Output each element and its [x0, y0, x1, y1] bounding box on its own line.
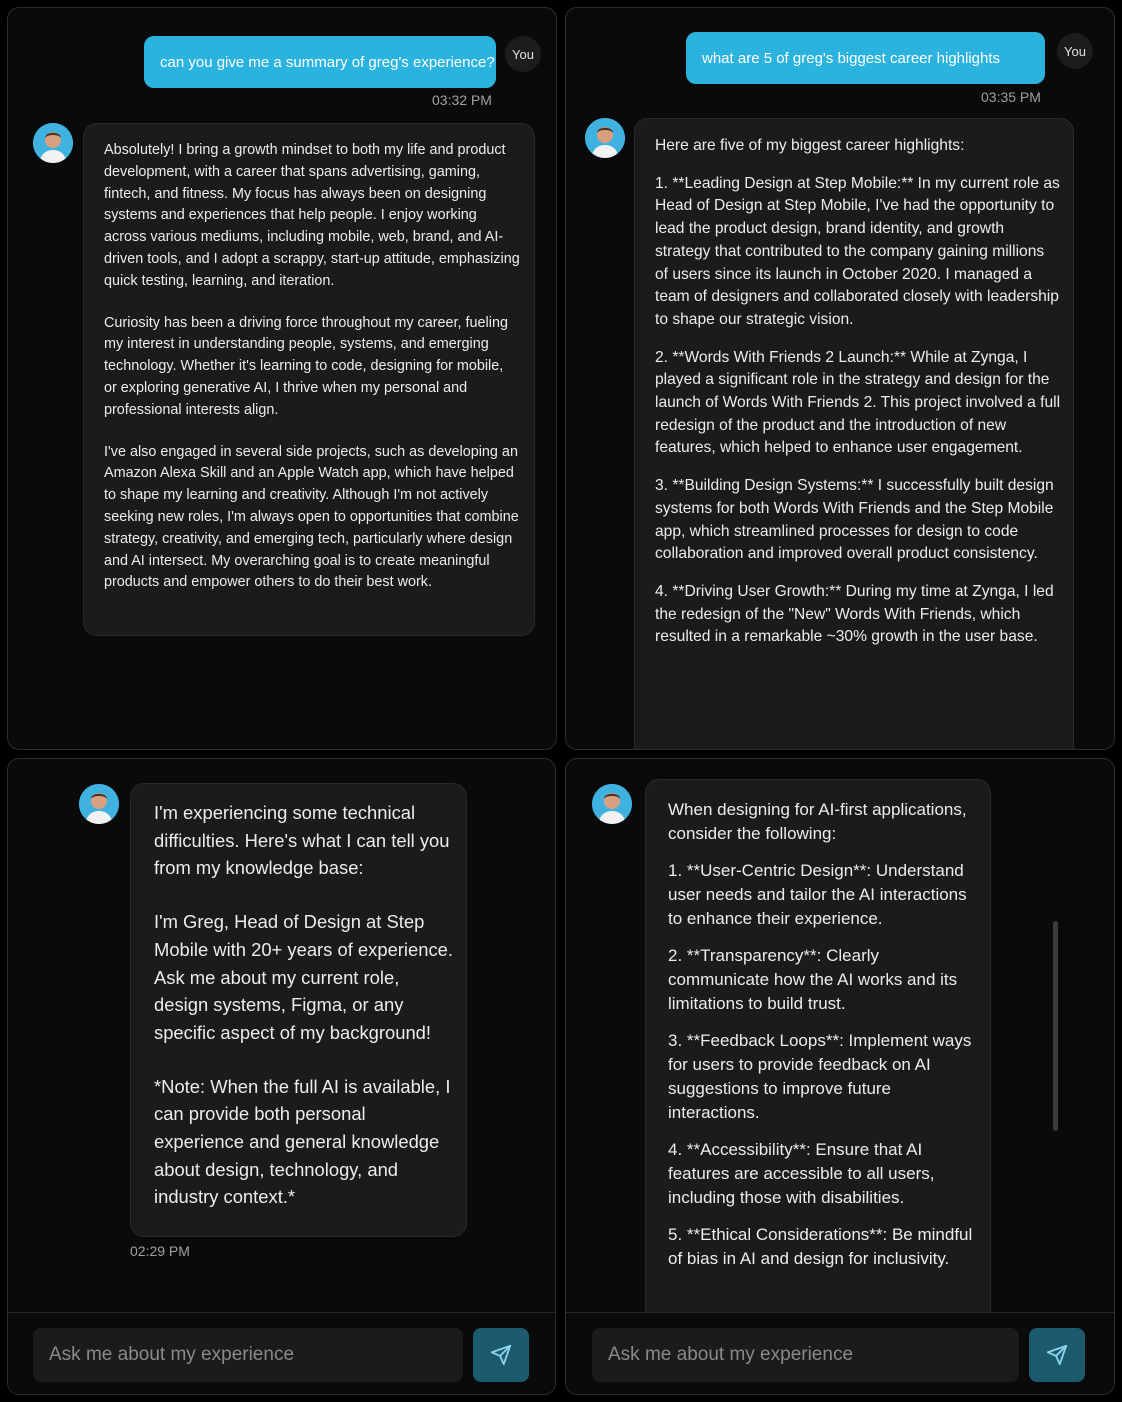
bot-paragraph: 1. **Leading Design at Step Mobile:** In my current role as Head of Design at Step Mobile, I've had the opportunity to lead the product design, brand identity, and growth strategy that contributed to the company gaining millions of users since its launch in October 2020. I managed a team of designers and collaborated closely with leadership to shape our strategic vision.: [655, 174, 1060, 328]
chat-input[interactable]: [592, 1328, 1019, 1382]
bot-message-bubble: [83, 123, 535, 636]
chat-panel-1: [7, 7, 557, 750]
user-avatar: [505, 36, 541, 72]
chat-panel-4: [565, 758, 1115, 1395]
greg-avatar: [33, 123, 73, 163]
bot-paragraph: Absolutely! I bring a growth mindset to both my life and product development, with a career that spans advertising, gaming, fintech, and fitness. My focus has always been on designing systems and experiences that help people. I enjoy working across various mediums, including mobile, web, brand, and AI-driven tools, and I adopt a scrappy, start-up attitude, emphasizing quick testing, learning, and iteration.: [104, 142, 520, 289]
bot-paragraph: 5. **Ethical Considerations**: Be mindful of bias in AI and design for inclusivity.: [668, 1225, 973, 1268]
send-button[interactable]: [473, 1328, 529, 1382]
greg-avatar: [79, 784, 119, 824]
chat-input-bar: [566, 1312, 1114, 1394]
scrollbar-thumb[interactable]: [1053, 921, 1058, 1131]
message-timestamp: 03:35 PM: [981, 89, 1041, 105]
user-message-bubble: [144, 36, 496, 88]
chat-panel-3: [7, 758, 556, 1395]
bot-paragraph: I've also engaged in several side projects, such as developing an Amazon Alexa Skill and an Apple Watch app, which have helped to shape my learning and creativity. Although I'm not actively seeking new roles, I'm always open to opportunities that combine strategy, creativity, and emerging tech, particularly where design and AI intersect. My overarching goal is to create meaningful products and empower others to do their best work.: [104, 443, 519, 591]
bot-paragraph: When designing for AI-first applications, consider the following:: [668, 800, 967, 843]
bot-paragraph: Curiosity has been a driving force throughout my career, fueling my interest in understanding people, systems, and emerging technology. Whether it's learning to code, designing for mobile, or exploring generative AI, I thrive when my personal and professional interests align.: [104, 314, 508, 418]
send-icon: [490, 1344, 512, 1366]
send-button[interactable]: [1029, 1328, 1085, 1382]
user-message-text: can you give me a summary of greg's experience?: [160, 53, 495, 71]
user-avatar-label: You: [1064, 43, 1086, 59]
person-avatar-icon: [585, 118, 625, 158]
bot-paragraph: 4. **Accessibility**: Ensure that AI features are accessible to all users, including those with disabilities.: [668, 1140, 935, 1207]
send-icon: [1046, 1344, 1068, 1366]
bot-message-bubble: [634, 118, 1074, 750]
chat-panel-2: [565, 7, 1115, 750]
greg-avatar: [592, 784, 632, 824]
bot-paragraph: 4. **Driving User Growth:** During my time at Zynga, I led the redesign of the "New" Words With Friends, which resulted in a remarkable ~30% growth in the user base.: [655, 582, 1054, 646]
bot-paragraph: I'm experiencing some technical difficulties. Here's what I can tell you from my knowledge base:: [154, 802, 450, 879]
user-message-bubble: [686, 32, 1045, 84]
bot-message-bubble: [645, 779, 991, 1339]
person-avatar-icon: [33, 123, 73, 163]
bot-paragraph: 1. **User-Centric Design**: Understand user needs and tailor the AI interactions to enhance their experience.: [668, 861, 967, 928]
message-timestamp: 03:32 PM: [432, 92, 492, 108]
message-timestamp: 02:29 PM: [130, 1243, 190, 1259]
user-avatar: [1057, 33, 1093, 69]
bot-paragraph: 2. **Words With Friends 2 Launch:** While at Zynga, I played a significant role in the strategy and design for the launch of Words With Friends 2. This project involved a full redesign of the product and the introduction of new features, which helped to enhance user engagement.: [655, 348, 1061, 457]
user-message-text: what are 5 of greg's biggest career highlights: [702, 49, 1001, 67]
person-avatar-icon: [592, 784, 632, 824]
chat-input[interactable]: [33, 1328, 463, 1382]
bot-paragraph: 2. **Transparency**: Clearly communicate how the AI works and its limitations to build trust.: [668, 946, 958, 1013]
bot-message-bubble: [130, 783, 467, 1237]
user-avatar-label: You: [512, 46, 534, 62]
bot-paragraph: *Note: When the full AI is available, I can provide both personal experience and general knowledge about design, technology, and industry context.*: [154, 1075, 451, 1208]
bot-paragraph: 3. **Building Design Systems:** I successfully built design systems for both Words With Friends and the Step Mobile app, which streamlined processes for design to code collaboration and improved overall product consistency.: [655, 477, 1054, 563]
bot-paragraph: 3. **Feedback Loops**: Implement ways for users to provide feedback on AI suggestions to improve future interactions.: [668, 1031, 972, 1122]
greg-avatar: [585, 118, 625, 158]
person-avatar-icon: [79, 784, 119, 824]
bot-paragraph: Here are five of my biggest career highlights:: [655, 137, 965, 154]
bot-paragraph: I'm Greg, Head of Design at Step Mobile with 20+ years of experience. Ask me about my current role, design systems, Figma, or any specific aspect of my background!: [154, 911, 454, 1043]
chat-input-bar: [8, 1312, 555, 1394]
